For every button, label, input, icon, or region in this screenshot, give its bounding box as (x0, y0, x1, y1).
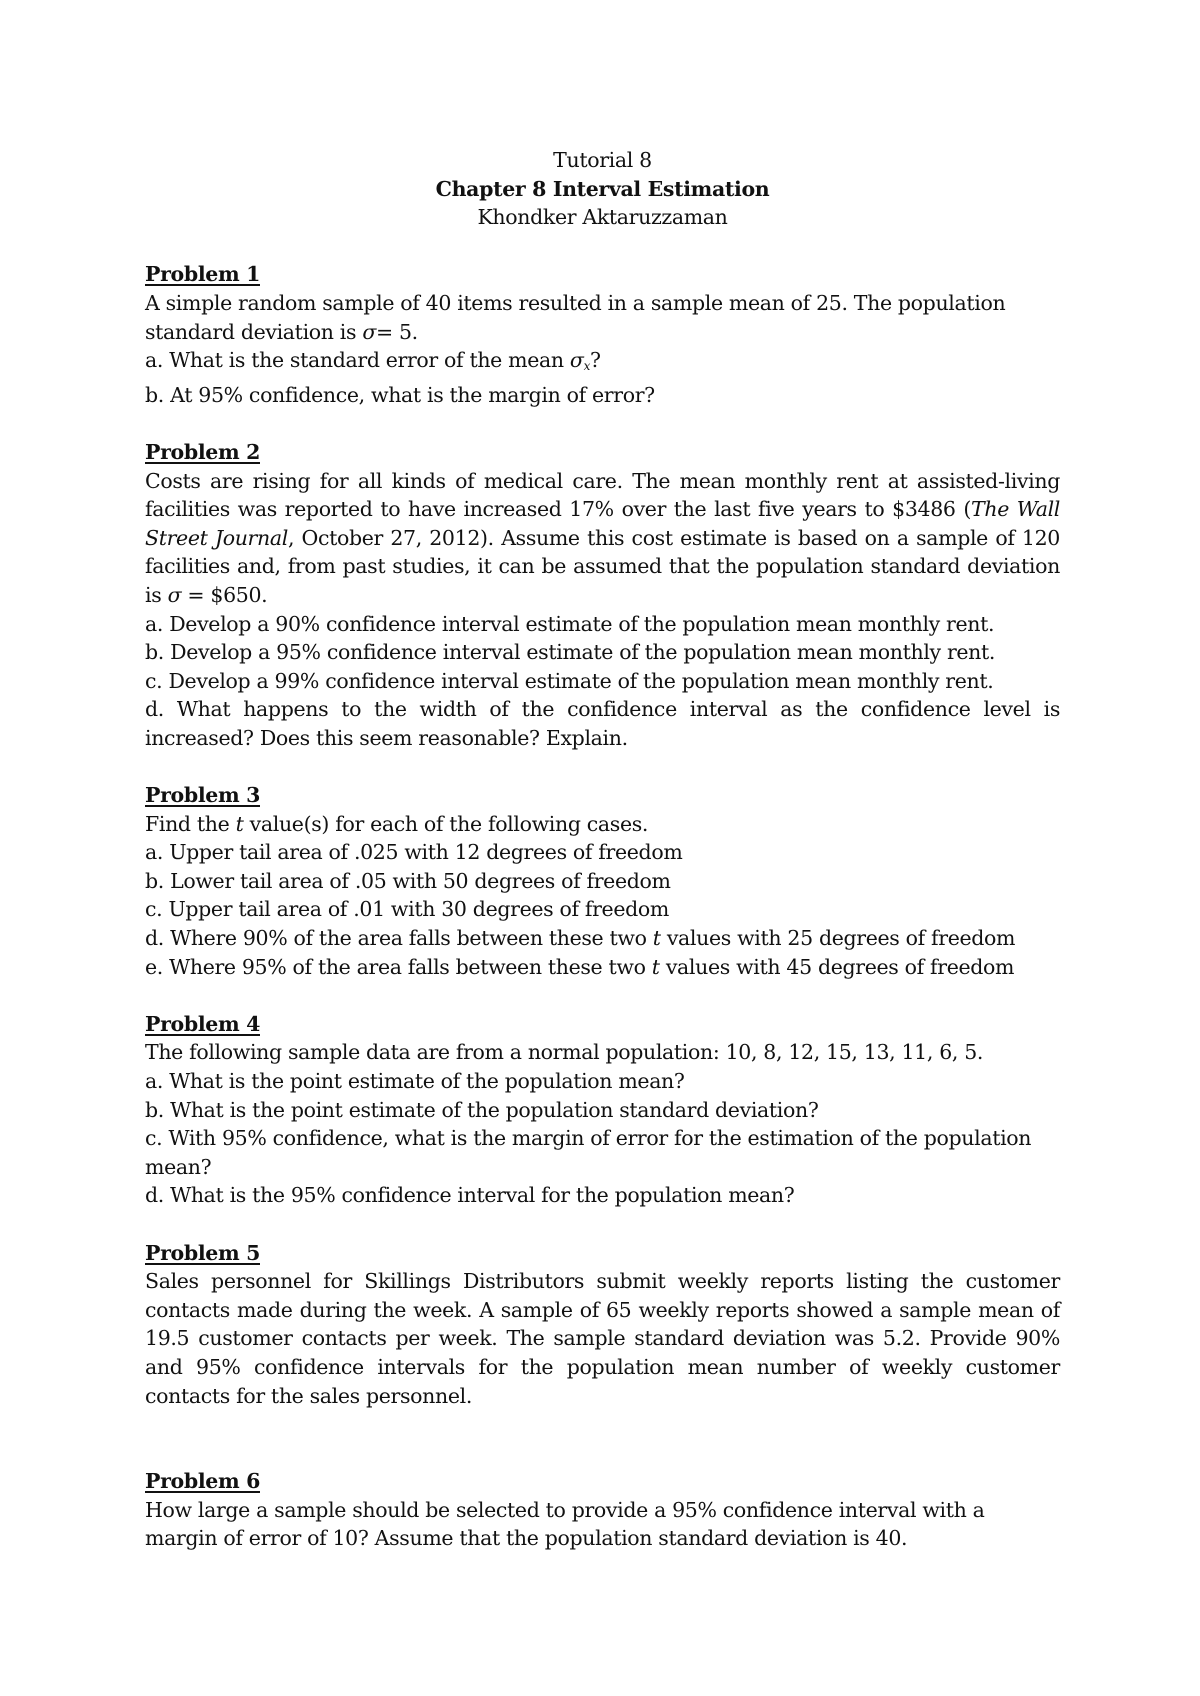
problem-2-question-a: a. Develop a 90% confidence interval estimate of the population mean monthly rent. (145, 611, 995, 636)
document-header (145, 146, 1060, 232)
problem-3 (145, 781, 1060, 981)
chapter-title: Chapter 8 Interval Estimation (435, 176, 770, 201)
problem-1-question-b: b. At 95% confidence, what is the margin of error? (145, 382, 655, 407)
problem-2 (145, 438, 1060, 753)
problem-4 (145, 1010, 1060, 1210)
tutorial-title: Tutorial 8 (553, 148, 652, 172)
problem-6 (145, 1467, 1060, 1553)
problem-3-question-e (145, 953, 1060, 982)
problem-3-question-e-pre: e. Where 95% of the area falls between these two (145, 954, 646, 979)
problem-3-question-e-post: values with 45 degrees of freedom (665, 954, 1015, 979)
problem-5-text: Sales personnel for Skillings Distributors submit weekly reports listing the customer contacts made during the week. A sample of 65 weekly reports showed a sample mean of 19.5 customer contacts per week. The sample standard deviation was 5.2. Provide 90% and 95% confidence intervals for the population mean number of weekly customer contacts for the sales personnel. (145, 1269, 1060, 1408)
problem-1-text-a: A simple random sample of 40 items resulted in a sample mean of 25. The population standard deviation is (145, 290, 1006, 344)
x-bar-subscript: x (583, 359, 590, 374)
problem-5 (145, 1239, 1060, 1411)
problem-4-question-d: d. What is the 95% confidence interval for the population mean? (145, 1183, 795, 1208)
problem-2-text-2: , October 27, 2012). Assume this cost estimate is based on a sample of 120 facilities and, from past studies, it can be assumed that the population standard deviation is (145, 525, 1061, 607)
problem-3-question-b: b. Lower tail area of .05 with 50 degrees of freedom (145, 868, 671, 893)
problem-1-question-a (145, 346, 1060, 381)
problem-2-text-1: Costs are rising for all kinds of medical care. The mean monthly rent at assisted-living facilities was reported to have increased 17% over the last five years to $3486 ( (145, 468, 1060, 522)
problem-3-title: Problem 3 (145, 783, 260, 808)
document-content (145, 146, 1060, 1582)
question-mark: ? (589, 348, 601, 373)
t-symbol: t (235, 811, 244, 836)
problem-5-title: Problem 5 (145, 1240, 260, 1265)
sigma-symbol: σ (569, 348, 584, 373)
sigma-symbol: σ (362, 319, 376, 344)
problem-3-question-d-pre: d. Where 90% of the area falls between these two (145, 926, 647, 951)
problem-2-question-c: c. Develop a 99% confidence interval estimate of the population mean monthly rent. (145, 668, 994, 693)
problem-3-question-c: c. Upper tail area of .01 with 30 degrees of freedom (145, 897, 669, 922)
source-citation: The Wall Street Journal (145, 497, 1060, 550)
problem-4-intro: The following sample data are from a normal population: 10, 8, 12, 15, 13, 11, 6, 5. (145, 1040, 984, 1065)
t-symbol: t (651, 954, 660, 979)
problem-3-question-d (145, 924, 1060, 953)
t-symbol: t (652, 926, 661, 951)
problem-1-title: Problem 1 (145, 262, 260, 287)
problem-2-text-3: = $650. (187, 582, 268, 607)
problem-3-intro-pre: Find the (145, 811, 230, 836)
problem-2-question-b: b. Develop a 95% confidence interval estimate of the population mean monthly rent. (145, 640, 996, 665)
problem-1 (145, 260, 1060, 409)
problem-3-question-a: a. Upper tail area of .025 with 12 degrees of freedom (145, 840, 683, 865)
problem-1-question-a-text: a. What is the standard error of the mean (145, 348, 564, 373)
problem-1-statement (145, 289, 1060, 346)
problem-3-intro-post: value(s) for each of the following cases. (249, 811, 649, 836)
sigma-symbol: σ (167, 582, 182, 607)
problem-2-title: Problem 2 (145, 439, 260, 464)
problem-4-question-c: c. With 95% confidence, what is the margin of error for the estimation of the population mean? (145, 1126, 1032, 1179)
problem-6-title: Problem 6 (145, 1469, 260, 1494)
author-name: Khondker Aktaruzzaman (477, 205, 728, 230)
problem-1-text-b: = 5. (376, 319, 418, 344)
problem-2-statement (145, 467, 1060, 610)
problem-2-question-d: d. What happens to the width of the confidence interval as the confidence level is increased? Does this seem reasonable? Explain. (145, 697, 1060, 750)
problem-4-question-b: b. What is the point estimate of the population standard deviation? (145, 1097, 819, 1122)
problem-4-title: Problem 4 (145, 1011, 260, 1036)
problem-3-question-d-post: values with 25 degrees of freedom (666, 926, 1016, 951)
problem-3-intro (145, 810, 1060, 839)
problem-4-question-a: a. What is the point estimate of the population mean? (145, 1069, 685, 1093)
problem-6-text: How large a sample should be selected to provide a 95% confidence interval with a margin of error of 10? Assume that the population standard deviation is 40. (145, 1497, 985, 1551)
